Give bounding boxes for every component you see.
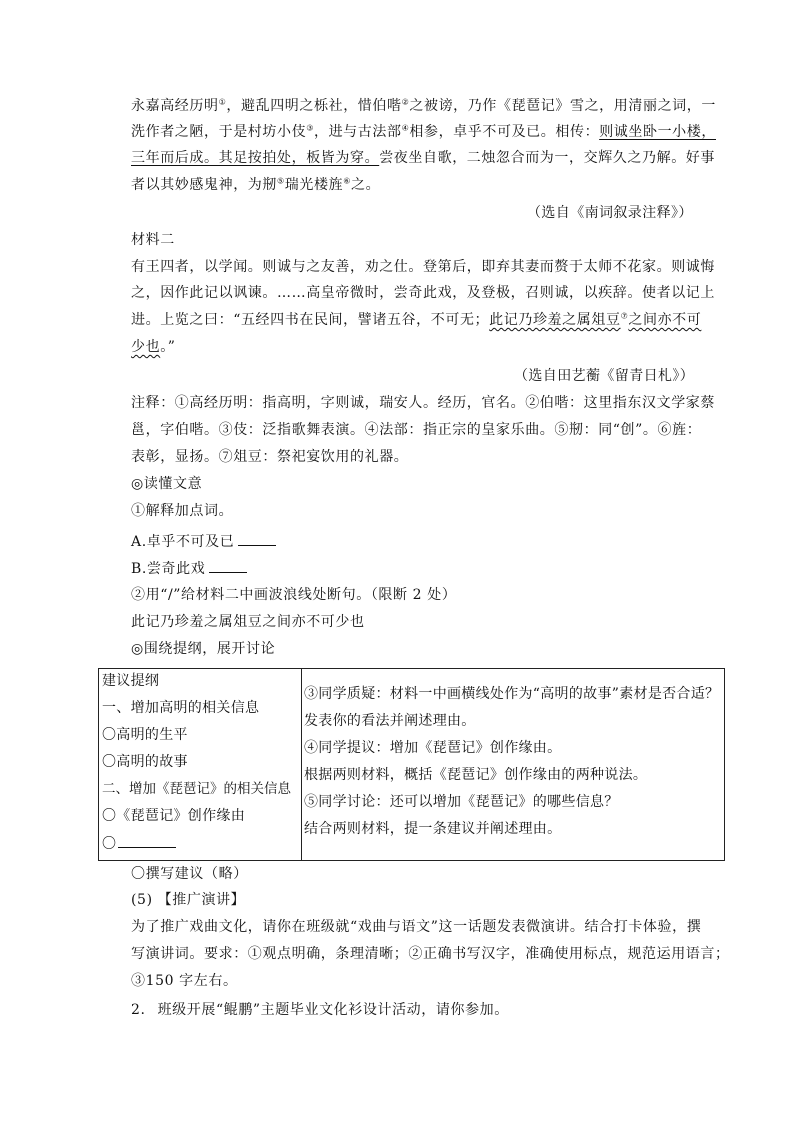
- footnote-mark: ③: [306, 123, 314, 133]
- table-left-cell: [102, 833, 176, 854]
- material1-line-2: [131, 122, 716, 142]
- table-right-cell: ③同学质疑：材料一中画横线处作为“高明的故事”素材是否合适？: [304, 686, 720, 702]
- wavy-underlined-text: 少也: [131, 339, 161, 355]
- question-2-line: [131, 1000, 509, 1020]
- underlined-text: 则诚坐卧一小楼，: [599, 124, 716, 140]
- question-1b-label: B.尝奇此戏: [131, 561, 206, 577]
- table-right-cell: 发表你的看法并阐述理由。: [304, 713, 476, 729]
- footnote-mark: ④: [401, 123, 410, 133]
- footnote-mark: ②: [401, 97, 410, 107]
- text-run: 者以其妙感鬼神，为剏: [131, 177, 277, 193]
- speech-task-line-3: ③150 字左右。: [131, 973, 238, 989]
- material1-line-1: [131, 96, 716, 116]
- draft-suggestion: 〇撰写建议（略）: [131, 866, 248, 882]
- table-right-cell: 根据两则材料，概括《琵琶记》创作缘由的两种说法。: [304, 767, 648, 783]
- table-right-cell: ④同学提议：增加《琵琶记》创作缘由。: [304, 740, 562, 756]
- question-2-prompt: 班级开展“鲲鹏”主题毕业文化衫设计活动，请你参加。: [157, 1002, 509, 1018]
- material2-line-1: 有王四者，以学闻。则诚与之友善，劝之仕。登第后，即弃其妻而赘于太师不花家。则诚悔: [131, 259, 715, 275]
- question-1a: [131, 531, 276, 552]
- notes-line-1: 注释：①高经历明：指高明，字则诚，瑞安人。经历，官名。②伯喈：这里指东汉文学家蔡: [131, 395, 715, 411]
- text-run: 尝夜坐自歌，二烛忽合而为一，交辉久之乃解。好事: [379, 150, 716, 166]
- speech-task-line-1: 为了推广戏曲文化，请你在班级就“戏曲与语文”这一话题发表微演讲。结合打卡体验，撰: [131, 919, 702, 935]
- material1-line-3: [131, 148, 715, 168]
- text-run: 永嘉高经历明: [131, 98, 219, 114]
- answer-blank-a[interactable]: [238, 531, 276, 546]
- table-divider: [301, 669, 302, 860]
- underlined-text: 三年而后成。其足按拍处，板皆为穿。: [131, 150, 380, 166]
- material2-line-4: [131, 337, 176, 357]
- notes-line-2: 邕，字伯喈。③伎：泛指歌舞表演。④法部：指正宗的皇家乐曲。⑤剏：同“创”。⑥旌：: [131, 422, 702, 438]
- footnote-mark: ⑥: [343, 176, 351, 186]
- question-2-text: 此记乃珍羞之属俎豆之间亦不可少也: [131, 614, 365, 630]
- section-5-heading: (5) 【推广演讲】: [131, 892, 246, 908]
- footnote-mark: ①: [218, 97, 227, 107]
- read-heading: ◎读懂文意: [131, 476, 203, 492]
- text-run: 瑞光楼旌: [284, 177, 344, 193]
- material2-heading: 材料二: [131, 232, 175, 248]
- table-left-cell: 一、增加高明的相关信息: [102, 700, 260, 716]
- table-left-cell: 〇高明的生平: [102, 727, 188, 743]
- table-left-cell: 二、增加《琵琶记》的相关信息: [102, 781, 291, 797]
- text-run: ，进与古法部: [313, 124, 402, 140]
- footnote-mark: ⑤: [277, 176, 285, 186]
- wavy-underlined-text: 之间亦不可: [628, 312, 702, 328]
- question-1b: [131, 558, 247, 579]
- question-1a-label: A.卓乎不可及已: [131, 534, 235, 550]
- material2-source: （选自田艺蘅《留青日札》）: [514, 368, 695, 384]
- text-run: 之。: [350, 177, 381, 193]
- table-left-cell: 〇高明的故事: [102, 754, 188, 770]
- outline-heading: ◎围绕提纲，展开讨论: [131, 641, 276, 657]
- material1-line-4: [131, 175, 380, 195]
- table-right-cell: 结合两则材料，提一条建议并阐述理由。: [304, 821, 562, 837]
- outline-table: [98, 668, 725, 861]
- table-left-cell: 建议提纲: [102, 673, 160, 689]
- notes-line-3: 表彰，显扬。⑦俎豆：祭祀宴饮用的礼器。: [131, 449, 409, 465]
- footnote-mark: ⑦: [620, 311, 629, 321]
- material2-line-3: [131, 310, 701, 330]
- text-run: ，避乱四明之栎社，惜伯喈: [226, 98, 402, 114]
- text-run: 之被谤，乃作《琵琶记》雪之，用清丽之词，一: [409, 98, 716, 114]
- speech-task-line-2: 写演讲词。要求：①观点明确，条理清晰；②正确书写汉字，准确使用标点，规范运用语言；: [131, 946, 730, 962]
- circle-bullet: 〇: [102, 836, 117, 852]
- question-number: 2.: [131, 1002, 146, 1018]
- answer-blank-b[interactable]: [209, 558, 247, 573]
- text-run: 进。上览之曰：“五经四书在民间，譬诸五谷，不可无；: [131, 312, 490, 328]
- answer-blank-outline[interactable]: [118, 833, 176, 848]
- text-run: 洗作者之陋，于是村坊小伎: [131, 124, 307, 140]
- table-left-cell: 〇《琵琶记》创作缘由: [102, 808, 245, 824]
- question-2: ②用“/”给材料二中画波浪线处断句。（限断 2 处）: [131, 587, 457, 603]
- material2-line-2: 之，因作此记以讽谏。……高皇帝微时，尝奇此戏，及登极，召则诚，以疾辞。使者以记上: [131, 285, 715, 301]
- text-run: 。”: [160, 339, 176, 355]
- material1-source: （选自《南词叙录注释》）: [527, 205, 693, 221]
- table-right-cell: ⑤同学讨论：还可以增加《琵琶记》的哪些信息？: [304, 794, 619, 810]
- text-run: 相参，卓乎不可及已。相传：: [409, 124, 600, 140]
- wavy-underlined-text: 此记乃珍羞之属俎豆: [489, 312, 621, 328]
- question-1: ①解释加点词。: [131, 503, 234, 519]
